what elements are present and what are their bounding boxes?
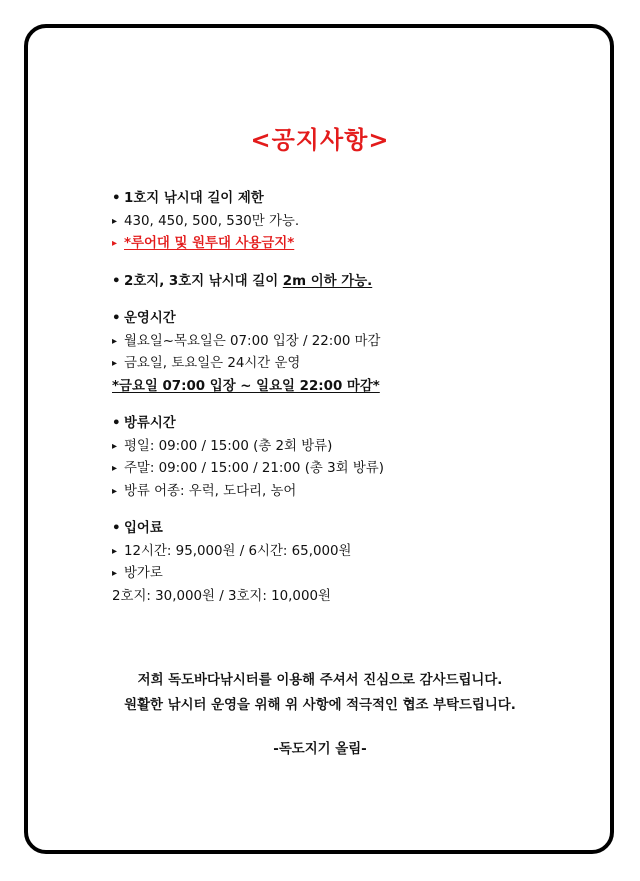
triangle-bullet-icon: ▸ xyxy=(112,485,118,497)
hours-heading: 운영시간 xyxy=(124,311,176,326)
fees-heading: 입어료 xyxy=(124,521,163,536)
triangle-bullet-icon: ▸ xyxy=(112,358,118,369)
fees-heading-row xyxy=(112,518,582,541)
stocking-heading: 방류시간 xyxy=(124,416,176,431)
bullet-icon: • xyxy=(112,416,121,431)
fees-line3: 2호지: 30,000원 / 3호지: 10,000원 xyxy=(112,588,331,604)
notice-content xyxy=(112,188,582,608)
rod-limit-heading-row xyxy=(112,188,582,211)
hours-line1: 월요일~목요일은 07:00 입장 / 22:00 마감 xyxy=(124,333,381,349)
hours-line2: 금요일, 토요일은 24시간 운영 xyxy=(124,356,301,371)
fees-line2-row xyxy=(112,563,582,586)
closing-message xyxy=(0,668,640,718)
hours-line1-row xyxy=(112,331,582,354)
triangle-bullet-icon: ▸ xyxy=(112,545,118,557)
fees-line3-row xyxy=(112,586,582,609)
bullet-icon: • xyxy=(112,273,121,289)
bullet-icon: • xyxy=(112,311,121,326)
closing-line2: 원활한 낚시터 운영을 위해 위 사항에 적극적인 협조 부탁드립니다. xyxy=(124,698,516,713)
triangle-bullet-icon: ▸ xyxy=(112,215,118,227)
rod-23-emph: 2m 이하 가능. xyxy=(282,273,373,289)
stocking-line3: 방류 어종: 우럭, 도다리, 농어 xyxy=(124,483,297,499)
triangle-bullet-icon: ▸ xyxy=(112,238,118,249)
bullet-icon: • xyxy=(112,521,121,536)
triangle-bullet-icon: ▸ xyxy=(112,440,118,452)
rod-warning-row xyxy=(112,233,582,256)
rod-23-row xyxy=(112,271,582,294)
rod-allowed-row xyxy=(112,211,582,234)
rod-23-prefix: 2호지, 3호지 낚시대 길이 xyxy=(124,273,283,289)
hours-note-row xyxy=(112,376,582,399)
stocking-line1-row xyxy=(112,436,582,459)
notice-title: <공지사항> xyxy=(250,126,390,154)
stocking-heading-row xyxy=(112,413,582,436)
triangle-bullet-icon: ▸ xyxy=(112,568,118,579)
fees-line1: 12시간: 95,000원 / 6시간: 65,000원 xyxy=(124,543,352,559)
stocking-line1: 평일: 09:00 / 15:00 (총 2회 방류) xyxy=(124,438,333,454)
fees-line2: 방가로 xyxy=(124,566,163,581)
triangle-bullet-icon: ▸ xyxy=(112,463,118,474)
closing-line1: 저희 독도바다낚시터를 이용해 주셔서 진심으로 감사드립니다. xyxy=(137,673,503,688)
rod-limit-heading: 1호지 낚시대 길이 제한 xyxy=(124,191,264,206)
hours-line2-row xyxy=(112,353,582,376)
rod-allowed-text: 430, 450, 500, 530만 가능. xyxy=(124,213,300,229)
hours-heading-row xyxy=(112,308,582,331)
triangle-bullet-icon: ▸ xyxy=(112,335,118,347)
stocking-line3-row xyxy=(112,481,582,504)
bullet-icon: • xyxy=(112,191,121,206)
signature: -독도지기 올림- xyxy=(273,742,367,757)
hours-note: *금요일 07:00 입장 ~ 일요일 22:00 마감* xyxy=(112,378,380,394)
stocking-line2-row xyxy=(112,458,582,481)
rod-warning-text: *루어대 및 원투대 사용금지* xyxy=(124,236,295,251)
stocking-line2: 주말: 09:00 / 15:00 / 21:00 (총 3회 방류) xyxy=(124,461,384,476)
fees-line1-row xyxy=(112,541,582,564)
